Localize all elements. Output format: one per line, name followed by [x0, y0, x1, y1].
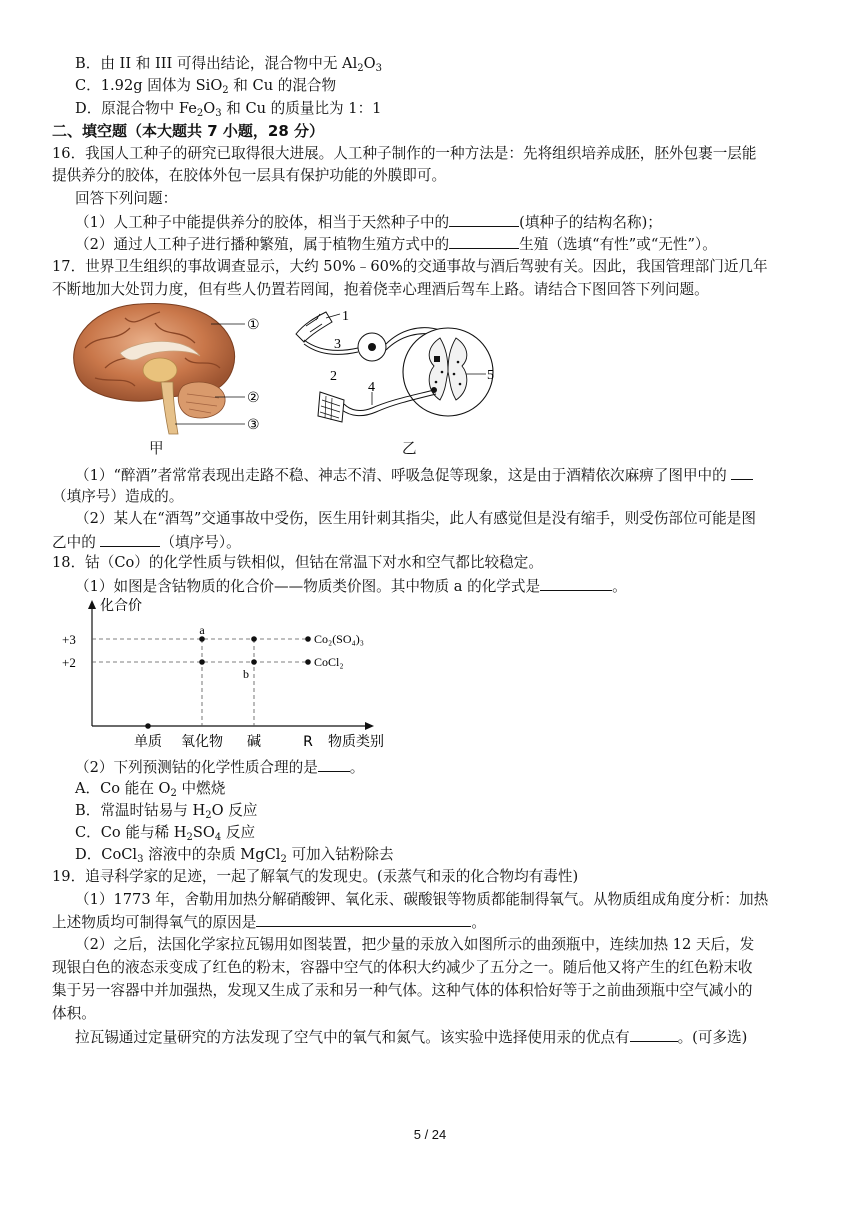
q19-part1-line2: 上述物质均可制得氧气的原因是 。 — [52, 914, 486, 931]
q16-prompt: 回答下列问题： — [75, 190, 178, 207]
data-label: a — [199, 623, 205, 637]
page-number: 5 / 24 — [413, 1127, 447, 1142]
q15-option-c: C．1.92g 固体为 SiO$_2$ 和 Cu 的混合物 — [75, 77, 337, 96]
q18-option-d: D．CoCl$_3$ 溶液中的杂质 MgCl$_2$ 可加入钴粉除去 — [75, 846, 394, 865]
reflex-label-4: 4 — [368, 380, 375, 395]
q16-part2: （2）通过人工种子进行播种繁殖，属于植物生殖方式中的 生殖（选填“有性”或“无性”）。 — [75, 236, 717, 253]
data-label: Co₂(SO₄)₃ — [314, 632, 364, 646]
x-axis-arrow — [365, 722, 374, 730]
valence-category-chart — [60, 596, 405, 754]
data-point — [251, 659, 257, 665]
y-tick-label: +3 — [62, 632, 76, 647]
q17-stem-line2: 不断地加大处罚力度，但有些人仍置若罔闻，抱着侥幸心理酒后驾车上路。请结合下图回答下列问题。 — [52, 281, 709, 298]
reflex-label-5: 5 — [487, 368, 494, 383]
q15-option-d: D．原混合物中 $Fe_2O_3$ 和 Cu 的质量比为 1：1 — [75, 100, 382, 119]
q16-stem-line2: 提供养分的胶体，在胶体外包一层具有保护功能的外膜即可。 — [52, 167, 447, 184]
answer-blank[interactable] — [100, 532, 160, 547]
q15-option-b: B．由 II 和 III 可得出结论，混合物中无 $Al_2O_3$ — [75, 55, 382, 74]
answer-blank[interactable] — [449, 212, 519, 227]
answer-blank[interactable] — [540, 576, 612, 591]
data-point — [145, 723, 151, 729]
reflex-label-3: 3 — [334, 337, 341, 352]
q18-option-b: B．常温时钴易与 $H_2O$ 反应 — [75, 802, 258, 821]
data-label: b — [243, 667, 249, 681]
x-axis-label: 物质类别 — [328, 734, 384, 750]
caption-left: 甲 — [149, 440, 164, 457]
x-tick-label: 碱 — [247, 734, 261, 750]
q18-option-a: A．Co 能在 $O_2$ 中燃烧 — [75, 780, 226, 799]
reflex-arc-figure — [290, 300, 510, 430]
data-point — [199, 659, 205, 665]
q19-stem: 19．追寻科学家的足迹，一起了解氧气的发现史。(汞蒸气和汞的化合物均有毒性) — [52, 868, 579, 885]
reflex-label-2: 2 — [330, 369, 337, 384]
brain-label-2: ② — [247, 390, 260, 406]
data-point — [251, 636, 257, 642]
answer-blank[interactable] — [449, 234, 519, 249]
data-point — [305, 659, 311, 665]
q19-part2-line3: 集于另一容器中并加强热，发现又生成了汞和另一种气体。这种气体的体积恰好等于之前曲颈瓶中空气减小的 — [52, 982, 753, 999]
q17-part1-line2: （填序号）造成的。 — [52, 488, 184, 505]
q19-part1-line1: （1）1773 年，舍勒用加热分解硝酸钾、氧化汞、碳酸银等物质都能制得氧气。从物质组成角度分析：加热 — [75, 891, 769, 908]
q16-stem-line1: 16．我国人工种子的研究已取得很大进展。人工种子制作的一种方法是：先将组织培养成胚，胚外包裹一层能 — [52, 145, 757, 162]
x-tick-label: 氧化物 — [181, 734, 223, 750]
data-point — [199, 636, 205, 642]
brain-figure — [65, 298, 280, 438]
brain-label-3: ③ — [247, 417, 260, 433]
reflex-label-1: 1 — [342, 309, 349, 324]
y-axis-label: 化合价 — [100, 598, 142, 614]
q19-part3: 拉瓦锡通过定量研究的方法发现了空气中的氧气和氮气。该实验中选择使用汞的优点有 。(可多选) — [75, 1029, 748, 1046]
q18-part1: （1）如图是含钴物质的化合价——物质类价图。其中物质 a 的化学式是 。 — [75, 578, 627, 595]
q19-part2-line4: 体积。 — [52, 1005, 96, 1022]
q17-part2-line1: （2）某人在“酒驾”交通事故中受伤，医生用针刺其指尖，此人有感觉但是没有缩手，则受伤部位可能是图 — [75, 510, 756, 527]
y-tick-label: +2 — [62, 655, 76, 670]
brain-label-1: ① — [247, 317, 260, 333]
answer-blank[interactable] — [731, 465, 753, 480]
answer-blank[interactable] — [318, 757, 350, 772]
q19-part2-line1: （2）之后，法国化学家拉瓦锡用如图装置，把少量的汞放入如图所示的曲颈瓶中，连续加热 12 天后，发 — [75, 936, 755, 953]
x-tick-label: 单质 — [134, 734, 162, 750]
q16-part1: （1）人工种子中能提供养分的胶体，相当于天然种子中的 (填种子的结构名称)； — [75, 214, 662, 231]
data-point — [305, 636, 311, 642]
data-label: CoCl₂ — [314, 655, 344, 669]
q18-part2: （2）下列预测钴的化学性质合理的是 。 — [75, 759, 365, 776]
q18-stem: 18．钴（Co）的化学性质与铁相似，但钴在常温下对水和空气都比较稳定。 — [52, 554, 543, 571]
q17-part2-line2: 乙中的 （填序号）。 — [52, 534, 241, 551]
x-tick-label: R — [303, 734, 313, 750]
y-axis-arrow — [88, 600, 96, 609]
caption-right: 乙 — [402, 440, 417, 457]
section-title: 二、填空题（本大题共 7 小题，28 分） — [52, 122, 324, 140]
q17-stem-line1: 17．世界卫生组织的事故调查显示，大约 50%﹣60%的交通事故与酒后驾驶有关。因此，我国管理部门近几年 — [52, 258, 768, 275]
q18-option-c: C．Co 能与稀 $H_2SO_4$ 反应 — [75, 824, 256, 843]
answer-blank[interactable] — [630, 1027, 678, 1042]
q17-part1-line1: （1）“醉酒”者常常表现出走路不稳、神志不清、呼吸急促等现象，这是由于酒精依次麻痹了图甲中的 — [75, 465, 753, 486]
q19-part2-line2: 现银白色的液态汞变成了红色的粉末，容器中空气的体积大约减少了五分之一。随后他又将产生的红色粉末收 — [52, 959, 753, 976]
answer-blank[interactable] — [256, 912, 471, 927]
